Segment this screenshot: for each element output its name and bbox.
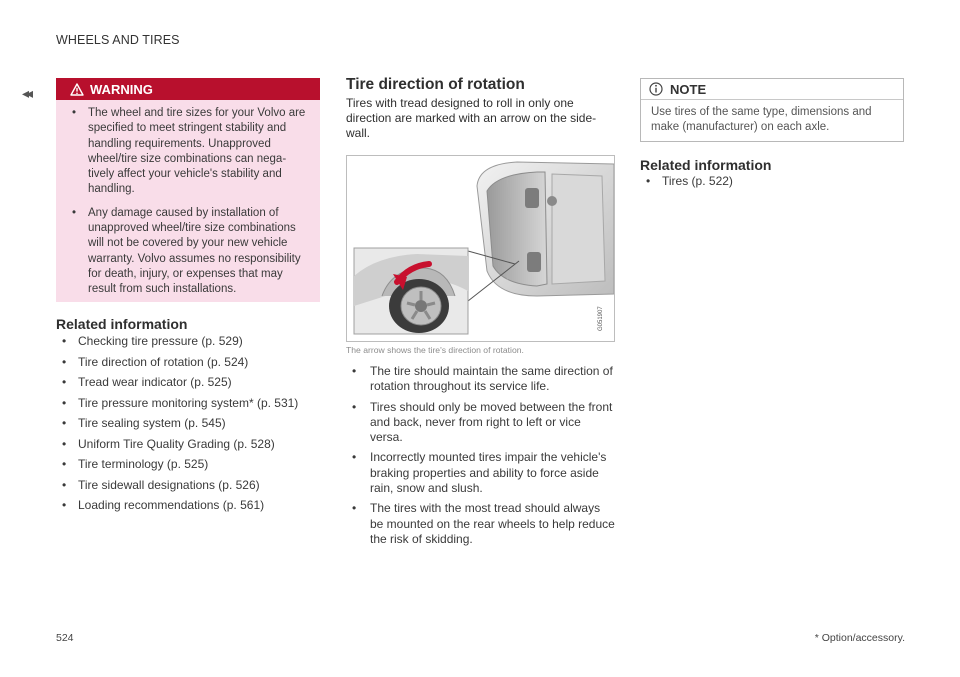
list-item: • The tires with the most tread should always be mounted on the rear wheels to help reduce the risk of skidding. [352,501,615,546]
related-link[interactable]: • Tire sidewall designations (p. 526) [62,477,260,492]
figure-code: G051907 [598,306,604,331]
info-icon [649,82,663,96]
list-item: • The tire should maintain the same direction of rotation throughout its service life. [352,364,613,394]
warning-triangle-icon [70,83,84,96]
list-item: • The wheel and tire sizes for your Volvo are specified to meet stringent stability and handling requirements. Unapproved wheel/tire size combinations can nega-tively affect your vehicle's stability and handling. [72,107,306,196]
rotation-rules-list [346,364,616,552]
related-link[interactable]: • Uniform Tire Quality Grading (p. 528) [62,436,275,451]
page-title: Tire direction of rotation [346,76,525,93]
section-header: WHEELS AND TIRES [56,33,180,47]
intro-paragraph: Tires with tread designed to roll in only one direction are marked with an arrow on the side-wall. [346,96,597,140]
note-body: Use tires of the same type, dimensions and make (manufacturer) on each axle. [651,106,872,133]
related-link[interactable]: • Tires (p. 522) [646,174,733,188]
car-wheel-illustration [347,156,614,341]
warning-title: WARNING [90,81,153,97]
warning-header [56,78,320,100]
warning-box [56,78,320,302]
tire-rotation-illustration [346,155,615,342]
related-link[interactable]: • Tire terminology (p. 525) [62,457,209,471]
warning-list [56,100,320,298]
related-link[interactable]: • Checking tire pressure (p. 529) [62,334,243,348]
back-chevrons-icon[interactable]: ◂◂ [22,85,31,101]
related-info-list [640,174,840,188]
related-link[interactable]: • Tire pressure monitoring system* (p. 531) [62,395,299,410]
related-link[interactable]: • Tire direction of rotation (p. 524) [62,354,249,369]
note-header [641,79,903,100]
list-item: • Tires should only be moved between the front and back, never from right to left or vice versa. [352,399,613,445]
note-title: NOTE [670,81,707,97]
list-item: • Incorrectly mounted tires impair the vehicle's braking properties and ability to force aside rain, snow and slush. [352,450,607,496]
related-info-list [56,334,326,519]
related-info-heading: Related information [56,316,188,332]
footnote: * Option/accessory. [814,632,905,644]
list-item: • Any damage caused by installation of unapproved wheel/tire size combinations will not be covered by your new vehicle warranty. Volvo assumes no responsibility for death, injury, or expenses that may result from such installations. [72,206,301,296]
figure-caption: The arrow shows the tire's direction of rotation. [346,345,524,355]
related-link[interactable]: • Tire sealing system (p. 545) [62,416,226,430]
note-box [640,78,904,142]
page-number: 524 [56,632,74,644]
related-link[interactable]: • Loading recommendations (p. 561) [62,498,265,512]
related-link[interactable]: • Tread wear indicator (p. 525) [62,375,232,389]
related-info-heading: Related information [640,157,772,173]
